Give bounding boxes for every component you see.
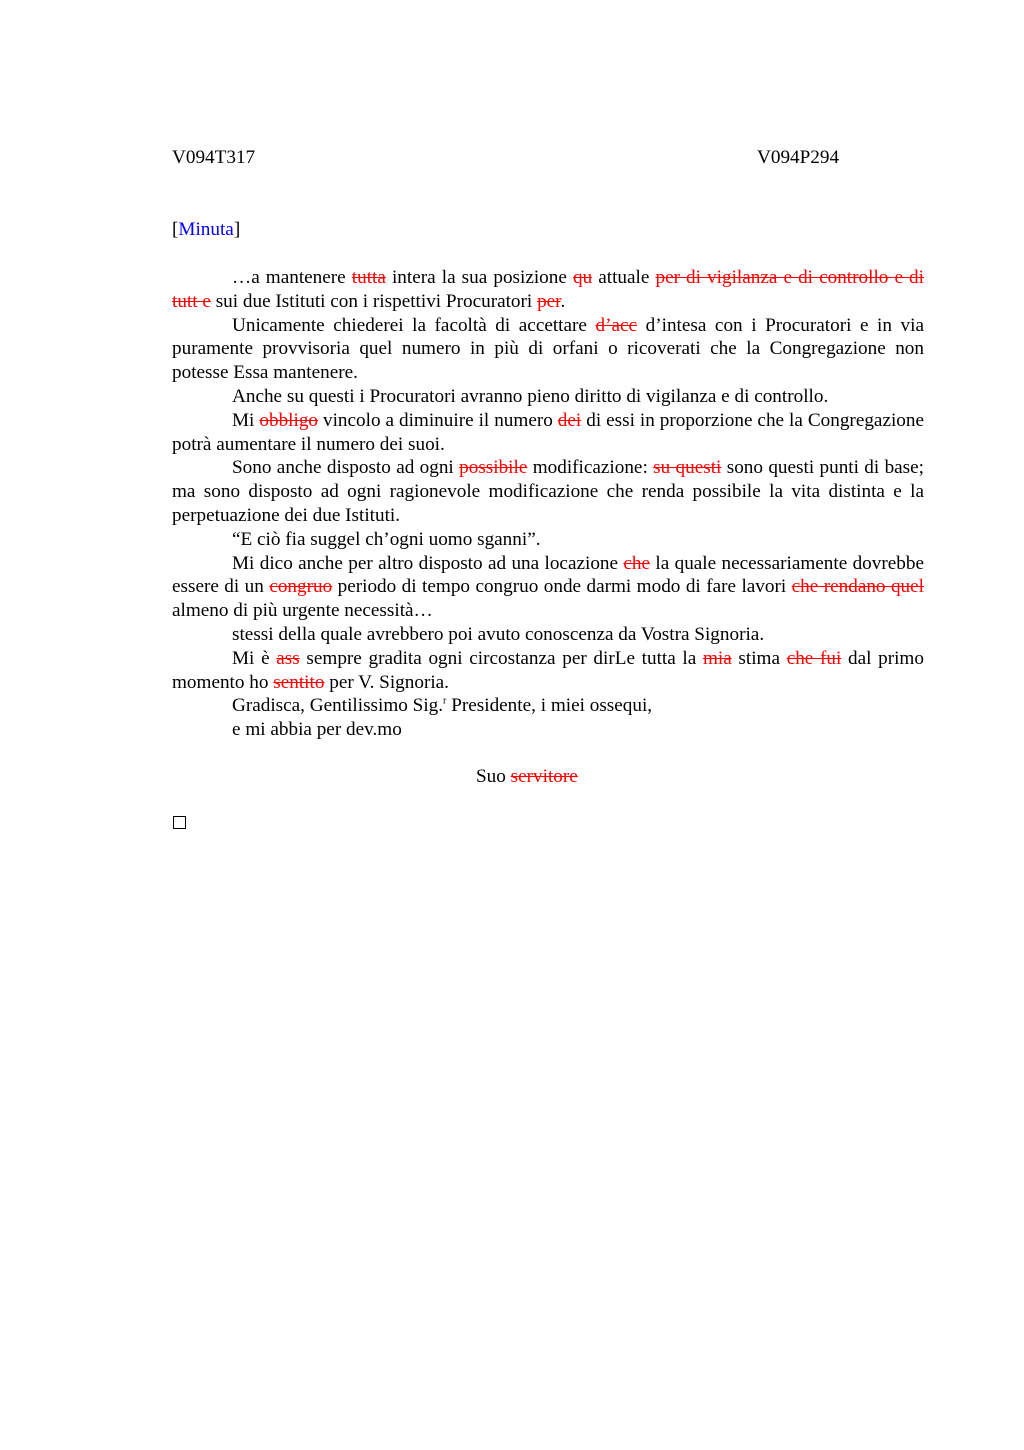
document-code-left: V094T317 [172, 147, 256, 168]
text-run: stessi della quale avrebbero poi avuto conoscenza da Vostra Signoria. [232, 623, 765, 645]
paragraph-9 [172, 647, 924, 695]
paragraph-3 [172, 385, 924, 409]
text-run: “E ciò fia suggel ch’ogni uomo sganni”. [232, 528, 541, 550]
paragraph-10-salutation [172, 694, 924, 718]
paragraph-11 [172, 718, 924, 742]
deleted-text: qu [572, 267, 593, 288]
text-run: dal primo momento ho [172, 647, 924, 693]
text-run: stima [731, 647, 787, 669]
letter-body [172, 266, 924, 742]
text-run: Mi [232, 409, 260, 431]
deleted-text: sentito [273, 671, 325, 693]
deleted-text: ass [276, 647, 300, 669]
text-run: Presidente, i miei ossequi, [446, 695, 653, 717]
deleted-text: servitore [510, 766, 578, 787]
deleted-text: dei [557, 409, 582, 431]
text-run: modificazione: [527, 457, 654, 479]
paragraph-7 [172, 552, 924, 623]
text-run: almeno di più urgente necessità… [172, 600, 433, 622]
open-bracket: [ [172, 219, 179, 240]
deleted-text: tutta [351, 267, 386, 288]
text-run: periodo di tempo congruo onde darmi modo di fare lavori [332, 576, 792, 598]
deleted-text: su questi [653, 457, 722, 479]
text-run: Gradisca, Gentilissimo Sig. [232, 695, 444, 717]
deleted-text: congruo [269, 576, 333, 598]
text-run: sono questi punti di base; ma sono disposto ad ogni ragionevole modificazione che renda possibile la vita distinta e la perpetuazione dei due Istituti. [172, 457, 924, 526]
text-run: intera la sua posizione [385, 267, 573, 288]
text-run: attuale [592, 267, 656, 288]
text-run: la quale necessariamente dovrebbe essere di un [172, 552, 924, 598]
deleted-text: d’acc [595, 314, 638, 336]
deleted-text: obbligo [259, 409, 319, 431]
text-run: d’intesa con i Procuratori e in via puramente provvisoria quel numero in più di orfani o ricoverati che la Congregazione non potesse Essa mantenere. [172, 314, 924, 384]
closing-signature [476, 765, 578, 789]
paragraph-4 [172, 409, 924, 457]
paragraph-6-quote [172, 528, 924, 552]
document-code-right: V094P294 [757, 147, 840, 168]
deleted-text: mia [702, 647, 732, 669]
paragraph-5 [172, 456, 924, 527]
text-run: …a mantenere [232, 267, 352, 288]
text-run: sempre gradita ogni circostanza per dirLe tutta la [299, 647, 703, 669]
paragraph-2 [172, 314, 924, 385]
text-run: . [560, 290, 566, 312]
text-run: vincolo a diminuire il numero [318, 409, 558, 431]
superscript: r [443, 695, 447, 707]
closing-word: Suo [476, 766, 511, 787]
text-run: di essi in proporzione che la Congregazione potrà aumentare il numero dei suoi. [172, 409, 924, 455]
deleted-text: che fui [786, 647, 842, 669]
text-run: e mi abbia per dev.mo [232, 719, 402, 741]
text-run: sui due Istituti con i rispettivi Procuratori [210, 290, 538, 312]
paragraph-1 [172, 266, 924, 314]
end-of-document-box-icon [173, 816, 186, 829]
deleted-text: che rendano quel [791, 576, 924, 598]
text-run: Sono anche disposto ad ogni [232, 457, 460, 479]
deleted-text: che [623, 552, 651, 574]
text-run: Unicamente chiederei la facoltà di accettare [232, 314, 596, 336]
text-run: Anche su questi i Procuratori avranno pieno diritto di vigilanza e di controllo. [232, 385, 829, 407]
deleted-text: per di vigilanza e di controllo e di tutt e [172, 267, 924, 312]
close-bracket: ] [233, 219, 241, 240]
deleted-text: possibile [459, 457, 528, 479]
minuta-label: Minuta [178, 219, 234, 240]
deleted-text: per [537, 290, 561, 312]
paragraph-8 [172, 623, 924, 647]
text-run: Mi è [232, 647, 277, 669]
section-label [172, 218, 240, 242]
text-run: per V. Signoria. [324, 671, 449, 693]
text-run: Mi dico anche per altro disposto ad una locazione [232, 552, 624, 574]
